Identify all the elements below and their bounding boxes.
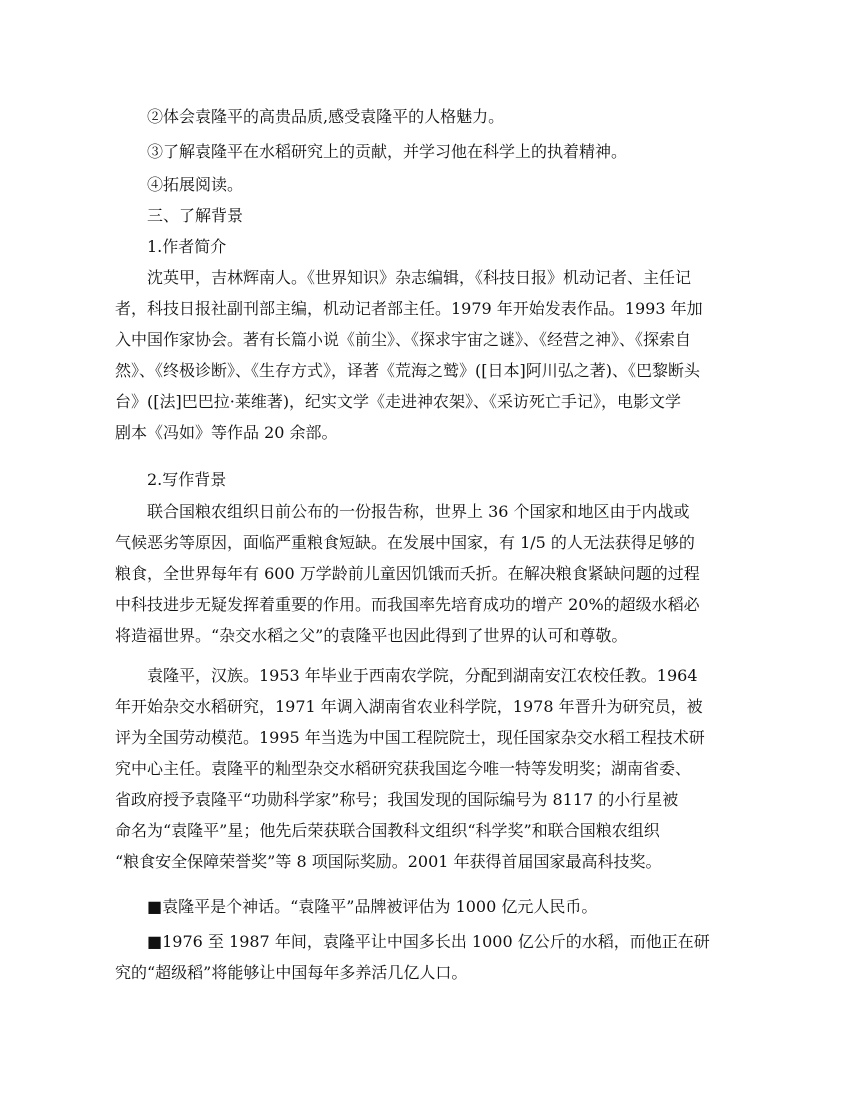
paragraph-line: 入中国作家协会。著有长篇小说《前尘》、《探求宇宙之谜》、《经营之神》、《探索自 — [115, 330, 692, 349]
bullet-line: 究的“超级稻”将能够让中国每年多养活几亿人口。 — [115, 963, 468, 982]
paragraph-line: “粮食安全保障荣誉奖”等 8 项国际奖励。2001 年获得首届国家最高科技奖。 — [115, 852, 662, 871]
background-paragraph-2 — [115, 660, 755, 877]
objective-2-text: ②体会袁隆平的高贵品质,感受袁隆平的人格魅力。 — [147, 107, 505, 126]
bullet-line: ■1976 至 1987 年间，袁隆平让中国多长出 1000 亿公斤的水稻，而他正在研 — [147, 932, 710, 951]
bullet-line: ■袁隆平是个神话。“袁隆平”品牌被评估为 1000 亿元人民币。 — [147, 897, 598, 916]
objective-3 — [147, 136, 747, 167]
objective-2 — [147, 101, 747, 132]
paragraph-line: 究中心主任。袁隆平的籼型杂交水稻研究获我国迄今唯一特等发明奖；湖南省委、 — [115, 759, 692, 778]
paragraph-line: 年开始杂交水稻研究，1971 年调入湖南省农业科学院，1978 年晋升为研究员，被 — [115, 697, 703, 716]
objective-4 — [147, 169, 747, 200]
paragraph-line: 评为全国劳动模范。1995 年当选为中国工程院院士，现任国家杂交水稻工程技术研 — [115, 728, 705, 747]
author-intro-paragraph — [115, 262, 755, 448]
objective-4-text: ④拓展阅读。 — [147, 175, 244, 194]
paragraph-line: 台》([法]巴巴拉·莱维著)，纪实文学《走进神农架》、《采访死亡手记》，电影文学 — [115, 392, 682, 411]
section-heading-3-text: 三、了解背景 — [147, 206, 244, 225]
paragraph-line: 命名为“袁隆平”星；他先后荣获联合国教科文组织“科学奖”和联合国粮农组织 — [115, 821, 660, 840]
subheading-writing-background-text: 2.写作背景 — [147, 470, 227, 489]
paragraph-line: 者，科技日报社副刊部主编，机动记者部主任。1979 年开始发表作品。1993 年加 — [115, 299, 703, 318]
section-heading-3 — [147, 200, 747, 231]
subheading-author-intro-text: 1.作者简介 — [147, 237, 227, 256]
objective-3-text: ③了解袁隆平在水稻研究上的贡献，并学习他在科学上的执着精神。 — [147, 142, 628, 161]
paragraph-line: 袁隆平，汉族。1953 年毕业于西南农学院，分配到湖南安江农校任教。1964 — [147, 666, 698, 685]
paragraph-line: 然》、《终极诊断》、《生存方式》，译著《荒海之鹫》([日本]阿川弘之著)、《巴黎断头 — [115, 361, 700, 380]
background-paragraph-1 — [115, 496, 755, 651]
bullet-1 — [115, 891, 755, 922]
paragraph-line: 粮食，全世界每年有 600 万学龄前儿童因饥饿而夭折。在解决粮食紧缺问题的过程 — [115, 564, 700, 583]
paragraph-line: 沈英甲，吉林辉南人。《世界知识》杂志编辑，《科技日报》机动记者、主任记 — [147, 268, 692, 287]
subheading-author-intro — [147, 231, 747, 262]
subheading-writing-background — [147, 464, 747, 495]
paragraph-line: 中科技进步无疑发挥着重要的作用。而我国率先培育成功的增产 20%的超级水稻必 — [115, 595, 700, 614]
paragraph-line: 省政府授予袁隆平“功勋科学家”称号；我国发现的国际编号为 8117 的小行星被 — [115, 790, 679, 809]
paragraph-line: 剧本《冯如》等作品 20 余部。 — [115, 423, 338, 442]
paragraph-line: 气候恶劣等原因，面临严重粮食短缺。在发展中国家，有 1/5 的人无法获得足够的 — [115, 533, 695, 552]
bullet-2 — [115, 926, 755, 988]
paragraph-line: 联合国粮农组织日前公布的一份报告称，世界上 36 个国家和地区由于内战或 — [147, 502, 690, 521]
paragraph-line: 将造福世界。“杂交水稻之父”的袁隆平也因此得到了世界的认可和尊敬。 — [115, 626, 628, 645]
